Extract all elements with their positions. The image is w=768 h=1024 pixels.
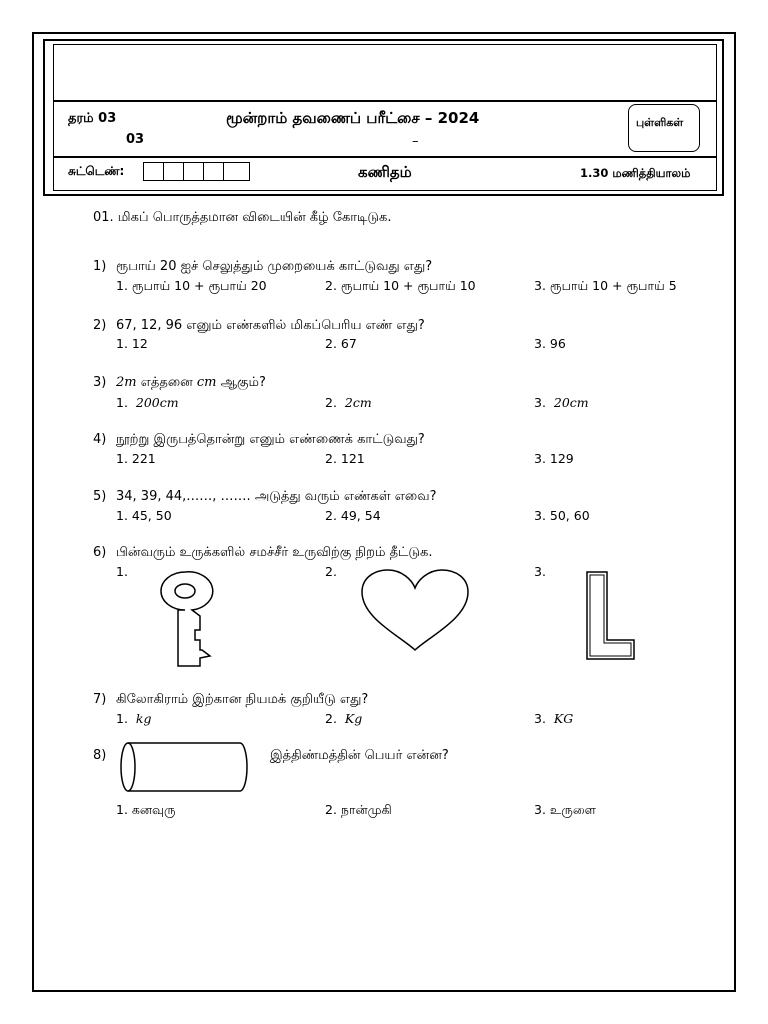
duration-label: 1.30 மணித்தியாலம் [580, 166, 691, 180]
q3-option-3-value: 20cm [553, 395, 589, 410]
q7-option-1[interactable] [116, 711, 151, 726]
q3-option-3[interactable] [534, 395, 589, 410]
q5-option-3[interactable]: 3. 50, 60 [534, 508, 590, 523]
q3-option-1[interactable] [116, 395, 179, 410]
exam-title-sub: – [412, 134, 419, 149]
q3-option-2[interactable] [325, 395, 372, 410]
q7-option-2-value: Kg [344, 711, 363, 726]
q8-number: 8) [93, 748, 107, 763]
q2-option-3[interactable]: 3. 96 [534, 336, 566, 351]
q6-number: 6) [93, 545, 107, 560]
index-box-2[interactable] [163, 162, 184, 181]
q7-number: 7) [93, 692, 107, 707]
q1-option-3[interactable]: 3. ரூபாய் 10 + ரூபாய் 5 [534, 278, 677, 293]
q7-option-2-num: 2. [325, 711, 337, 726]
q3-number: 3) [93, 375, 107, 390]
index-box-4[interactable] [203, 162, 224, 181]
q7-option-1-num: 1. [116, 711, 128, 726]
q4-option-2[interactable]: 2. 121 [325, 451, 365, 466]
marks-label: புள்ளிகள் [636, 116, 684, 129]
letter-l-shape[interactable] [584, 570, 638, 662]
q5-option-1[interactable]: 1. 45, 50 [116, 508, 172, 523]
q3-option-3-num: 3. [534, 395, 546, 410]
q5-number: 5) [93, 489, 107, 504]
q1-number: 1) [93, 259, 107, 274]
q2-number: 2) [93, 318, 107, 333]
subject-label: கணிதம் [358, 163, 412, 181]
q2-text: 67, 12, 96 எனும் எண்களில் மிகப்பெரிய எண் எது? [116, 318, 425, 333]
key-shape[interactable] [150, 570, 220, 670]
q3-text-end: ஆகும்? [216, 375, 266, 390]
q1-option-2[interactable]: 2. ரூபாய் 10 + ரூபாய் 10 [325, 278, 476, 293]
index-box-5[interactable] [223, 162, 250, 181]
q3-option-2-num: 2. [325, 395, 337, 410]
grade-sub-label: 03 [126, 132, 145, 147]
q2-option-2[interactable]: 2. 67 [325, 336, 357, 351]
q6-option-2[interactable]: 2. [325, 564, 337, 579]
q2-option-1[interactable]: 1. 12 [116, 336, 148, 351]
q6-option-1[interactable]: 1. [116, 564, 128, 579]
q7-text: கிலோகிராம் இற்கான நியமக் குறியீடு எது? [116, 692, 369, 707]
q7-option-3[interactable] [534, 711, 573, 726]
index-box-3[interactable] [183, 162, 204, 181]
q3-math-cm: cm [196, 375, 217, 390]
q8-option-3[interactable]: 3. உருளை [534, 802, 596, 817]
cylinder-shape [118, 740, 250, 794]
q4-text: நூற்று இருபத்தொன்று எனும் எண்ணைக் காட்டுவது? [116, 432, 425, 447]
q5-text: 34, 39, 44,……, ……. அடுத்து வரும் எண்கள் எவை? [116, 489, 437, 504]
q7-option-3-num: 3. [534, 711, 546, 726]
q3-text [116, 375, 266, 391]
q6-text: பின்வரும் உருக்களில் சமச்சீர் உருவிற்கு நிறம் தீட்டுக. [116, 545, 433, 560]
heart-shape[interactable] [360, 568, 470, 652]
q3-option-1-value: 200cm [135, 395, 179, 410]
q5-option-2[interactable]: 2. 49, 54 [325, 508, 381, 523]
q6-option-3[interactable]: 3. [534, 564, 546, 579]
q1-option-1[interactable]: 1. ரூபாய் 10 + ரூபாய் 20 [116, 278, 267, 293]
q4-number: 4) [93, 432, 107, 447]
q4-option-3[interactable]: 3. 129 [534, 451, 574, 466]
q7-option-1-value: kg [135, 711, 152, 726]
q3-option-2-value: 2cm [344, 395, 372, 410]
header-divider-top [53, 100, 717, 102]
instruction-text: 01. மிகப் பொருத்தமான விடையின் கீழ் கோடிடுக. [93, 210, 392, 225]
q7-option-2[interactable] [325, 711, 362, 726]
q3-text-mid: எத்தனை [136, 375, 197, 390]
header-divider-bottom [53, 156, 717, 158]
q7-option-3-value: KG [553, 711, 574, 726]
index-box-1[interactable] [143, 162, 164, 181]
q1-text: ரூபாய் 20 ஐச் செலுத்தும் முறையைக் காட்டுவது எது? [116, 259, 433, 274]
grade-label: தரம் 03 [68, 111, 117, 126]
q8-text: இத்திண்மத்தின் பெயர் என்ன? [270, 748, 449, 763]
q3-option-1-num: 1. [116, 395, 128, 410]
q8-option-1[interactable]: 1. கனவுரு [116, 802, 176, 817]
q3-math-2m: 2m [116, 375, 137, 390]
exam-title: மூன்றாம் தவணைப் பரீட்சை – 2024 [226, 109, 480, 127]
q8-option-2[interactable]: 2. நான்முகி [325, 802, 392, 817]
index-number-label: சுட்டெண்: [68, 164, 125, 178]
q4-option-1[interactable]: 1. 221 [116, 451, 156, 466]
